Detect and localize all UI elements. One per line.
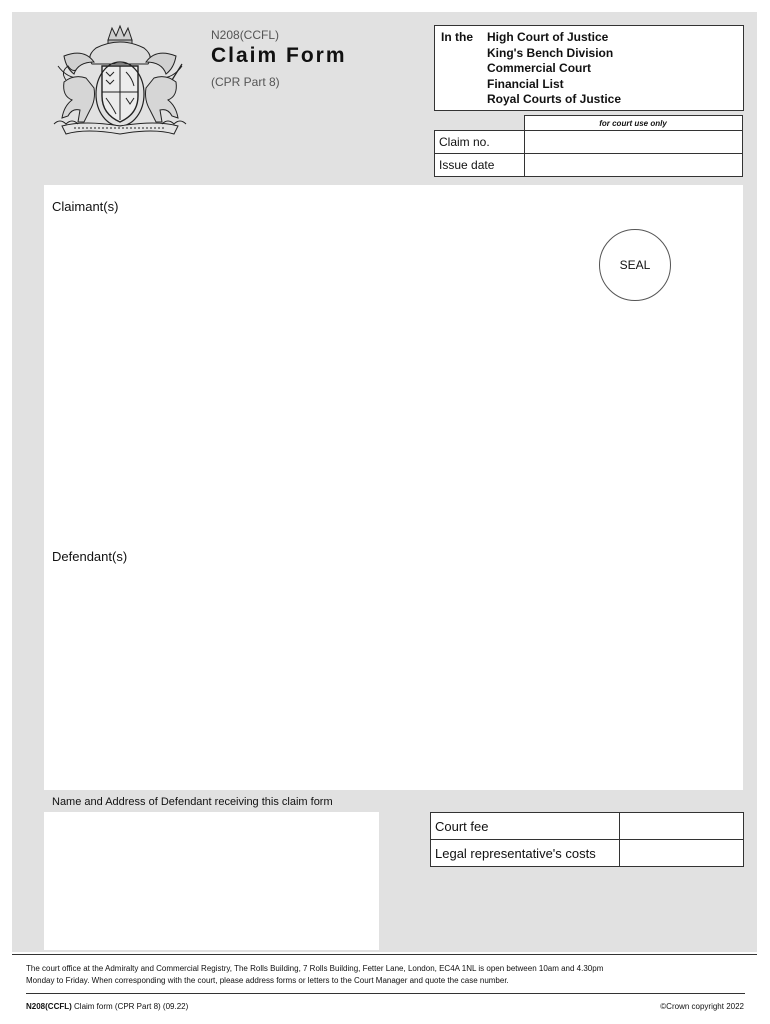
court-office-note <box>26 963 746 987</box>
court-line: King's Bench Division <box>487 45 614 60</box>
court-use-table <box>434 115 743 177</box>
form-title: Claim Form <box>211 44 347 67</box>
legal-costs-field[interactable] <box>620 840 744 867</box>
footer-divider <box>12 954 757 955</box>
court-box <box>434 25 744 111</box>
note-line: Monday to Friday. When corresponding with the court, please address forms or letters to the Court Manager and quote the case number. <box>26 976 509 985</box>
claim-no-label: Claim no. <box>435 131 525 154</box>
form-ref-text: Claim form (CPR Part 8) (09.22) <box>74 1002 189 1011</box>
court-line: Royal Courts of Justice <box>487 92 622 107</box>
defendant-address-field[interactable] <box>44 812 379 950</box>
form-ref-code: N208(CCFL) <box>26 1002 72 1011</box>
note-line: The court office at the Admiralty and Commercial Registry, The Rolls Building, 7 Rolls Building, Fetter Lane, London, EC4A 1NL is open between 10am and 4.30pm <box>26 964 604 973</box>
court-seal <box>599 229 671 301</box>
court-name-lines <box>487 30 621 108</box>
claimant-label: Claimant(s) <box>52 199 119 214</box>
legal-costs-label: Legal representative's costs <box>431 840 620 867</box>
royal-coat-of-arms-icon <box>44 22 196 142</box>
court-line: Commercial Court <box>487 61 592 76</box>
fees-table <box>430 812 744 867</box>
claim-no-field[interactable] <box>524 131 742 154</box>
defendant-label: Defendant(s) <box>52 549 128 564</box>
court-in-the-label: In the <box>441 30 473 44</box>
court-use-caption: for court use only <box>524 116 742 131</box>
court-fee-label: Court fee <box>431 813 620 840</box>
court-line: High Court of Justice <box>487 30 609 44</box>
copyright: ©Crown copyright 2022 <box>660 1002 744 1011</box>
court-fee-field[interactable] <box>620 813 744 840</box>
defendant-address-label: Name and Address of Defendant receiving this claim form <box>52 796 333 808</box>
seal-label: SEAL <box>619 258 651 272</box>
form-subtitle: (CPR Part 8) <box>211 75 280 89</box>
form-code: N208(CCFL) <box>211 28 280 42</box>
issue-date-field[interactable] <box>524 154 742 177</box>
table-corner <box>435 116 525 131</box>
court-line: Financial List <box>487 76 564 91</box>
issue-date-label: Issue date <box>435 154 525 177</box>
form-reference <box>26 1002 188 1011</box>
parties-panel[interactable] <box>44 185 743 790</box>
footer-divider <box>26 993 745 994</box>
